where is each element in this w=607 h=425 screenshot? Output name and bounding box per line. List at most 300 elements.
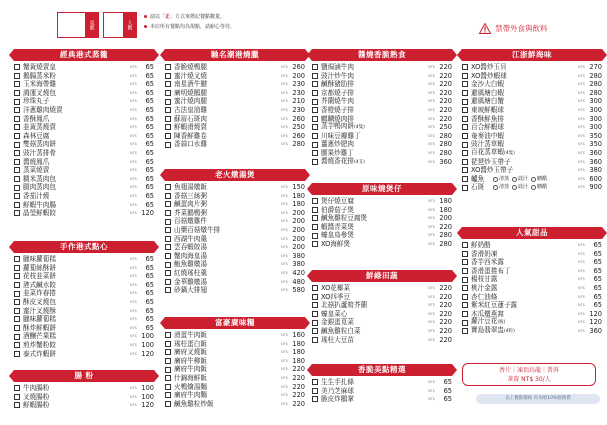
order-checkbox[interactable] [165, 210, 171, 216]
item-price: 220 [292, 373, 305, 382]
currency-label: NT$ [130, 107, 137, 112]
item-price: 65 [145, 131, 154, 140]
item-price: 65 [145, 71, 154, 80]
currency-label: NT$ [578, 150, 585, 155]
order-checkbox[interactable] [165, 358, 171, 364]
order-checkbox[interactable] [14, 291, 20, 297]
currency-label: NT$ [428, 216, 435, 221]
item-name [174, 97, 281, 106]
cooking-option[interactable] [512, 183, 528, 192]
menu-item [14, 384, 154, 393]
item-price: 250 [439, 123, 452, 132]
order-checkbox[interactable] [14, 385, 20, 391]
item-name [23, 332, 130, 341]
currency-label: NT$ [578, 260, 585, 265]
order-checkbox[interactable] [165, 253, 171, 259]
order-checkbox[interactable] [14, 325, 20, 331]
currency-label: NT$ [130, 90, 137, 95]
currency-label: NT$ [281, 245, 288, 250]
radio-circle-icon[interactable] [493, 177, 498, 182]
menu-item [462, 63, 602, 72]
currency-label: NT$ [428, 107, 435, 112]
order-checkbox[interactable] [165, 99, 171, 105]
order-checkbox[interactable] [14, 256, 20, 262]
order-checkbox[interactable] [14, 265, 20, 271]
order-checkbox[interactable] [14, 159, 20, 165]
currency-label: NT$ [428, 337, 435, 342]
item-list [165, 63, 305, 149]
order-checkbox[interactable] [14, 273, 20, 279]
order-checkbox[interactable] [312, 133, 318, 139]
cooking-option[interactable] [531, 183, 547, 192]
order-checkbox[interactable] [165, 392, 171, 398]
menu-item [14, 80, 154, 89]
order-checkbox[interactable] [165, 262, 171, 268]
item-name [321, 140, 428, 149]
menu-item [462, 72, 602, 81]
order-checkbox[interactable] [312, 64, 318, 70]
item-price: 230 [292, 80, 305, 89]
currency-label: NT$ [578, 90, 585, 95]
item-name-text: 砂鍋大排翅 [174, 286, 207, 295]
order-checkbox[interactable] [165, 384, 171, 390]
item-price: 380 [292, 260, 305, 269]
order-checkbox[interactable] [14, 316, 20, 322]
currency-label: NT$ [281, 227, 288, 232]
order-checkbox[interactable] [14, 210, 20, 216]
order-checkbox[interactable] [312, 90, 318, 96]
order-checkbox[interactable] [312, 396, 318, 402]
item-price: 65 [145, 255, 154, 263]
order-checkbox[interactable] [14, 81, 20, 87]
fish-item [462, 183, 602, 192]
menu-item [165, 140, 305, 149]
order-checkbox[interactable] [14, 282, 20, 288]
item-price: 280 [439, 131, 452, 140]
item-name [174, 115, 281, 124]
item-name-text: 滑蛋牛肉飯 [174, 331, 207, 339]
note-line: 請以「正」方式來標記餐點數量。 [144, 12, 235, 22]
order-checkbox[interactable] [462, 73, 468, 79]
order-checkbox[interactable] [14, 99, 20, 105]
item-name [471, 284, 578, 293]
menu-item [14, 115, 154, 124]
cooking-option-label: 清蒸 [499, 184, 510, 191]
order-checkbox[interactable] [462, 311, 468, 317]
order-notes [144, 12, 235, 32]
order-checkbox[interactable] [14, 402, 20, 408]
order-checkbox[interactable] [165, 73, 171, 79]
item-price: 65 [145, 315, 154, 324]
order-checkbox[interactable] [165, 116, 171, 122]
order-checkbox[interactable] [312, 311, 318, 317]
menu-item [14, 106, 154, 115]
currency-label: NT$ [578, 176, 585, 181]
item-name [321, 318, 428, 327]
order-checkbox[interactable] [462, 116, 468, 122]
menu-item [14, 72, 154, 81]
order-checkbox[interactable] [462, 64, 468, 70]
menu-item [14, 149, 154, 158]
menu-item [14, 123, 154, 132]
item-price: 480 [292, 277, 305, 286]
item-price: 65 [145, 157, 154, 166]
currency-label: NT$ [130, 291, 137, 296]
item-list [312, 197, 452, 249]
item-name [321, 206, 428, 215]
order-checkbox[interactable] [312, 73, 318, 79]
currency-label: NT$ [281, 262, 288, 267]
menu-item [14, 350, 154, 359]
order-checkbox[interactable] [14, 124, 20, 130]
item-name [471, 123, 578, 132]
item-name-text: 古法皇油雞 [174, 105, 207, 114]
tea-charge-box [462, 363, 596, 386]
order-checkbox[interactable] [312, 241, 318, 247]
currency-label: NT$ [428, 82, 435, 87]
cooking-option[interactable] [531, 175, 547, 184]
order-checkbox[interactable] [462, 124, 468, 130]
item-name-text: 雲吞蝦餃湯 [174, 243, 207, 252]
order-checkbox[interactable] [312, 215, 318, 221]
menu-item [462, 123, 602, 132]
item-name-text: 蜜汁燒肉腿 [174, 97, 207, 106]
order-checkbox[interactable] [165, 236, 171, 242]
order-checkbox[interactable] [462, 251, 468, 257]
item-name [174, 260, 281, 269]
item-name [174, 123, 281, 132]
order-checkbox[interactable] [165, 279, 171, 285]
radio-circle-icon[interactable] [512, 185, 517, 190]
order-checkbox[interactable] [312, 142, 318, 148]
item-name [174, 235, 281, 244]
item-name [471, 326, 578, 337]
order-checkbox[interactable] [312, 150, 318, 156]
order-checkbox[interactable] [462, 176, 468, 182]
menu-item [462, 258, 602, 267]
item-name-text: 鮮蝦滑燒賣 [174, 123, 207, 132]
order-checkbox[interactable] [14, 116, 20, 122]
order-checkbox[interactable] [165, 142, 171, 148]
menu-item [312, 378, 452, 387]
item-price: 260 [292, 131, 305, 140]
order-checkbox[interactable] [312, 328, 318, 334]
order-checkbox[interactable] [165, 201, 171, 207]
order-checkbox[interactable] [312, 320, 318, 326]
order-checkbox[interactable] [165, 401, 171, 407]
order-checkbox[interactable] [14, 90, 20, 96]
menu-item [312, 284, 452, 293]
order-checkbox[interactable] [462, 259, 468, 265]
order-checkbox[interactable] [462, 328, 468, 334]
order-checkbox[interactable] [312, 302, 318, 308]
currency-label: NT$ [281, 99, 288, 104]
order-checkbox[interactable] [462, 133, 468, 139]
order-checkbox[interactable] [14, 185, 20, 191]
fish-name: 鱸魚 [471, 174, 485, 183]
currency-label: NT$ [578, 285, 585, 290]
order-checkbox[interactable] [165, 341, 171, 347]
order-checkbox[interactable] [462, 242, 468, 248]
item-price: 220 [439, 284, 452, 292]
item-name-text: 腿肉蒸肉包 [23, 183, 56, 192]
item-name-text: 蟹肉海皇湯 [174, 251, 207, 260]
item-name-text: 鹹魚雞粒炒飯 [174, 399, 214, 408]
order-checkbox[interactable] [312, 388, 318, 394]
order-checkbox[interactable] [312, 198, 318, 204]
item-name-text: 酥炸鮮蝦餅 [23, 323, 56, 332]
section-seafood [462, 49, 602, 192]
order-checkbox[interactable] [312, 124, 318, 130]
order-checkbox[interactable] [165, 332, 171, 338]
item-name [174, 340, 281, 349]
item-price: 300 [589, 114, 602, 123]
currency-label: NT$ [281, 116, 288, 121]
currency-label: NT$ [130, 386, 137, 390]
item-price: 65 [145, 297, 154, 306]
item-name-text: 韭菜炸春捲 [23, 289, 56, 298]
item-name [321, 63, 428, 72]
cooking-option[interactable] [493, 183, 509, 192]
order-checkbox[interactable] [165, 349, 171, 355]
menu-item [165, 235, 305, 244]
order-checkbox[interactable] [462, 167, 468, 173]
order-checkbox[interactable] [165, 193, 171, 199]
item-price: 65 [593, 292, 602, 301]
order-checkbox[interactable] [14, 64, 20, 70]
item-name-text: 泰式炸蝦餅 [23, 349, 56, 358]
order-checkbox[interactable] [14, 299, 20, 305]
menu-item [165, 115, 305, 124]
item-name [174, 269, 281, 278]
order-checkbox[interactable] [312, 294, 318, 300]
item-price: 65 [145, 166, 154, 175]
item-name-text: 蠔皇菜心 [321, 309, 348, 318]
order-checkbox[interactable] [312, 159, 318, 165]
item-name-text: 蜜汁叉燒酥 [23, 306, 56, 315]
order-checkbox[interactable] [165, 90, 171, 96]
order-checkbox[interactable] [14, 308, 20, 314]
order-checkbox[interactable] [312, 379, 318, 385]
item-name-text: 豉汁蒸草蝦 [471, 140, 504, 149]
item-name-text: 西湖牛肉羹 [174, 234, 207, 243]
currency-label: NT$ [130, 403, 137, 408]
order-checkbox[interactable] [462, 142, 468, 148]
currency-label: NT$ [578, 311, 585, 316]
order-checkbox[interactable] [462, 99, 468, 105]
item-price: 280 [589, 88, 602, 97]
item-name-text: 美乃芝麻球 [321, 386, 354, 395]
currency-label: NT$ [281, 350, 288, 355]
order-checkbox[interactable] [462, 81, 468, 87]
menu-item [312, 72, 452, 81]
order-checkbox[interactable] [165, 81, 171, 87]
item-name [174, 383, 281, 392]
order-checkbox[interactable] [462, 159, 468, 165]
order-checkbox[interactable] [165, 270, 171, 276]
item-price: 360 [589, 157, 602, 166]
item-name-text: 百合鮮蝦球 [471, 123, 504, 132]
item-name [471, 97, 578, 106]
order-checkbox[interactable] [165, 287, 171, 293]
item-price: 65 [145, 323, 154, 332]
order-checkbox[interactable] [14, 351, 20, 357]
currency-label: NT$ [428, 90, 435, 95]
order-checkbox[interactable] [312, 285, 318, 291]
menu-item [165, 217, 305, 226]
item-name [174, 200, 281, 209]
radio-circle-icon[interactable] [512, 177, 517, 182]
order-checkbox[interactable] [312, 116, 318, 122]
order-checkbox[interactable] [462, 294, 468, 300]
item-price: 220 [439, 222, 452, 231]
item-price: 180 [292, 339, 305, 348]
order-checkbox[interactable] [462, 268, 468, 274]
order-checkbox[interactable] [14, 394, 20, 400]
cooking-option[interactable] [512, 175, 528, 184]
currency-label: NT$ [428, 303, 435, 308]
item-name [321, 301, 428, 310]
menu-item [165, 348, 305, 357]
item-price: 120 [141, 349, 154, 358]
order-checkbox[interactable] [14, 133, 20, 139]
order-checkbox[interactable] [14, 334, 20, 340]
section-title: 江浙鮮海味 [462, 49, 602, 61]
item-name-text: 香脆燒鴨腿 [174, 63, 207, 71]
item-price: 65 [145, 140, 154, 149]
order-checkbox[interactable] [165, 375, 171, 381]
currency-label: NT$ [428, 133, 435, 138]
item-name-text: 蝦醬青菜煲 [321, 222, 354, 231]
item-name-text: 蠔皇鳥參煲 [321, 231, 354, 240]
order-checkbox[interactable] [312, 107, 318, 113]
radio-circle-icon[interactable] [531, 185, 536, 190]
order-checkbox[interactable] [312, 81, 318, 87]
order-checkbox[interactable] [165, 133, 171, 139]
currency-label: NT$ [281, 401, 288, 406]
order-checkbox[interactable] [165, 107, 171, 113]
item-name [174, 374, 281, 383]
item-price: 65 [443, 378, 452, 386]
order-checkbox[interactable] [462, 185, 468, 191]
order-checkbox[interactable] [312, 224, 318, 230]
order-checkbox[interactable] [14, 73, 20, 79]
item-price: 180 [292, 200, 305, 209]
order-checkbox[interactable] [462, 277, 468, 283]
item-name [321, 336, 428, 345]
menu-item [312, 214, 452, 223]
item-price: 200 [292, 243, 305, 252]
item-name-text: 韭黃蒸燒賣 [23, 123, 56, 132]
item-price: 160 [292, 331, 305, 339]
order-checkbox[interactable] [462, 90, 468, 96]
item-name [23, 289, 130, 298]
item-price: 200 [439, 214, 452, 223]
currency-label: NT$ [578, 142, 585, 147]
item-name [23, 106, 130, 115]
radio-circle-icon[interactable] [493, 185, 498, 190]
item-name [174, 140, 281, 149]
item-name [23, 158, 130, 167]
order-checkbox[interactable] [14, 342, 20, 348]
order-checkbox[interactable] [165, 244, 171, 250]
order-checkbox[interactable] [14, 107, 20, 113]
order-checkbox[interactable] [165, 219, 171, 225]
currency-label: NT$ [281, 384, 288, 389]
menu-item [462, 284, 602, 293]
order-checkbox[interactable] [14, 142, 20, 148]
order-checkbox[interactable] [165, 64, 171, 70]
menu-item [165, 243, 305, 252]
item-name-text: XO醬炒玉貝 [471, 63, 507, 71]
item-price: 65 [145, 80, 154, 89]
order-checkbox[interactable] [462, 320, 468, 326]
item-name [471, 275, 578, 284]
order-checkbox[interactable] [165, 124, 171, 130]
item-name [174, 80, 281, 89]
currency-label: NT$ [130, 185, 137, 190]
item-price: 220 [439, 309, 452, 318]
item-name [23, 341, 130, 350]
item-name-text: 香滑蛋捲布丁 [471, 266, 511, 275]
item-name [23, 307, 130, 316]
menu-item [165, 331, 305, 340]
order-checkbox[interactable] [312, 337, 318, 343]
table-number-box[interactable] [57, 12, 99, 38]
item-price: 220 [439, 88, 452, 97]
item-price: 220 [439, 335, 452, 344]
item-name-text: 腰果炒雞丁 [321, 148, 354, 157]
radio-circle-icon[interactable] [531, 177, 536, 182]
people-count-box[interactable] [103, 12, 137, 38]
order-checkbox[interactable] [462, 107, 468, 113]
currency-label: NT$ [130, 168, 137, 173]
order-checkbox[interactable] [462, 285, 468, 291]
menu-item [312, 387, 452, 396]
order-checkbox[interactable] [14, 193, 20, 199]
order-checkbox[interactable] [312, 99, 318, 105]
item-name-text: 廣府牛肉飯 [174, 365, 207, 374]
order-checkbox[interactable] [462, 150, 468, 156]
menu-item [14, 192, 154, 201]
item-name-text: XO醬炒蝦球 [471, 71, 507, 80]
cooking-option[interactable] [493, 175, 509, 184]
item-list [14, 63, 154, 218]
order-checkbox[interactable] [14, 150, 20, 156]
order-checkbox[interactable] [165, 227, 171, 233]
currency-label: NT$ [578, 251, 585, 256]
menu-item [165, 192, 305, 201]
order-checkbox[interactable] [14, 167, 20, 173]
order-checkbox[interactable] [165, 367, 171, 373]
currency-label: NT$ [281, 107, 288, 112]
order-checkbox[interactable] [312, 233, 318, 239]
order-checkbox[interactable] [14, 176, 20, 182]
menu-item [312, 318, 452, 327]
order-checkbox[interactable] [14, 202, 20, 208]
menu-item [462, 250, 602, 259]
menu-item [312, 231, 452, 240]
menu-item [462, 158, 602, 167]
item-price: 65 [593, 266, 602, 275]
currency-label: NT$ [281, 253, 288, 258]
order-checkbox[interactable] [165, 184, 171, 190]
item-name [321, 157, 428, 168]
currency-label: NT$ [130, 133, 137, 138]
item-name-text: 京都燒子排 [321, 88, 354, 97]
order-checkbox[interactable] [312, 207, 318, 213]
order-checkbox[interactable] [462, 302, 468, 308]
